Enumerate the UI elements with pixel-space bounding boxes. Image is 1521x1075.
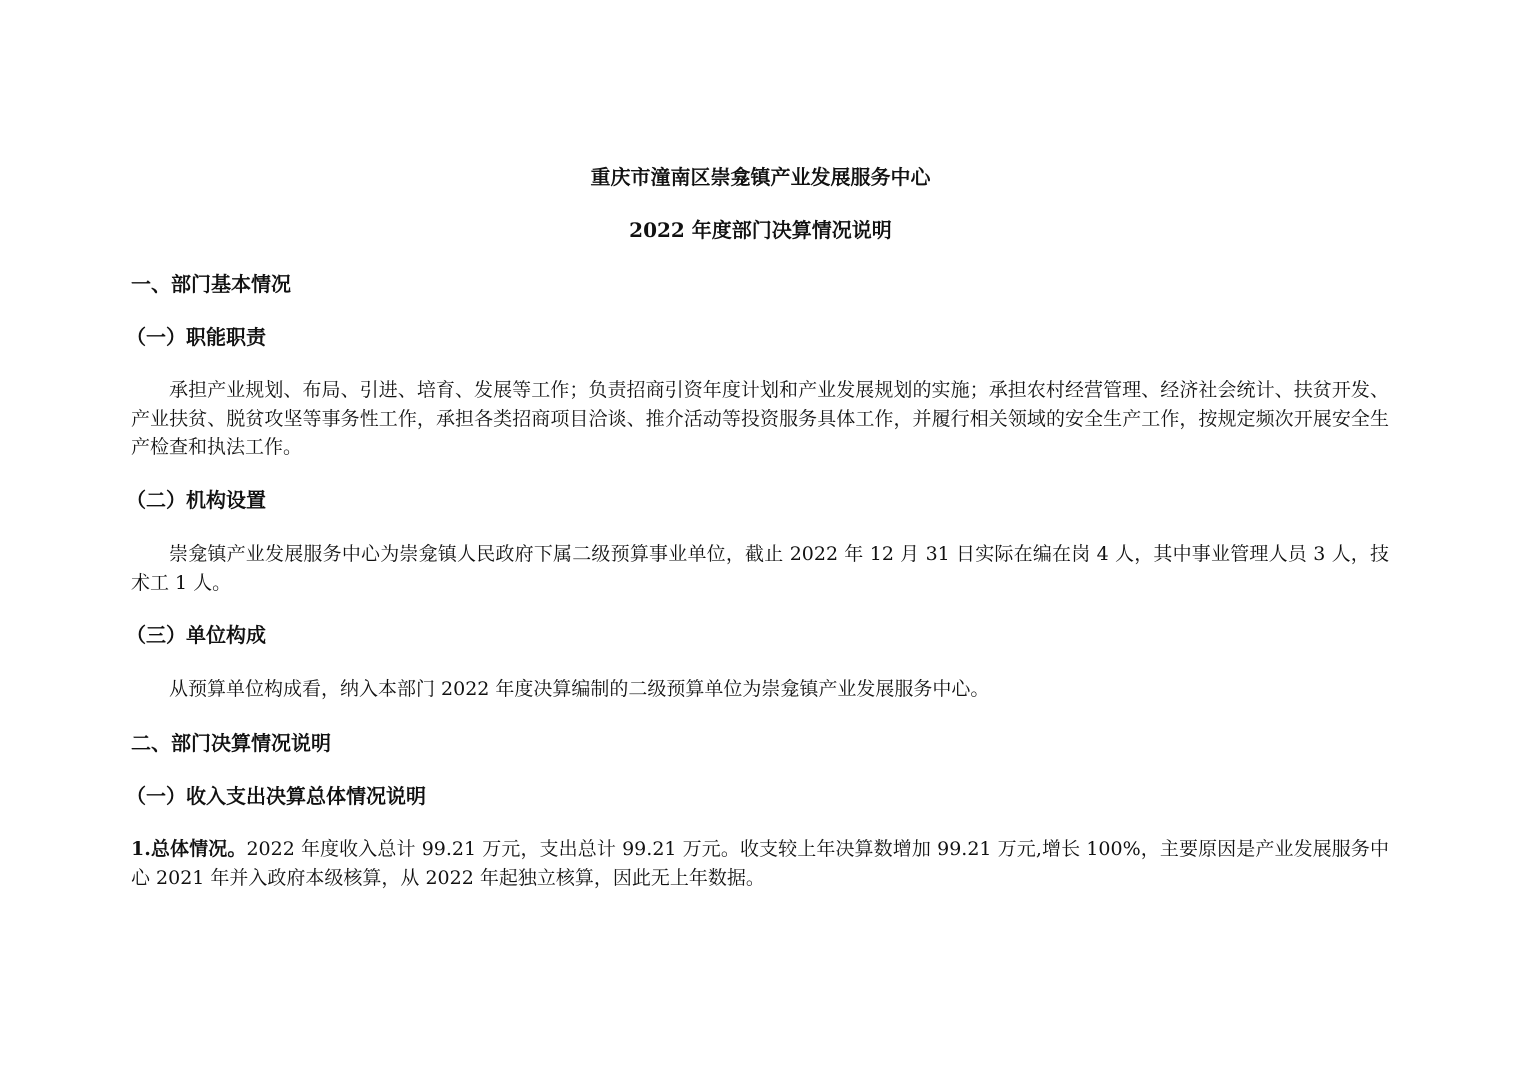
subsection-heading-units: （三）单位构成: [126, 623, 266, 647]
paragraph-units: 从预算单位构成看，纳入本部门 2022 年度决算编制的二级预算单位为崇龛镇产业发展服务中心。: [169, 678, 990, 700]
subsection-heading-organization: （二）机构设置: [126, 488, 266, 512]
section-heading-final-accounts: 二、部门决算情况说明: [131, 731, 331, 755]
document-title: 重庆市潼南区崇龛镇产业发展服务中心: [590, 165, 931, 189]
overall-situation-lead: 1.总体情况。: [131, 838, 247, 860]
subsection-heading-revenue-expenditure: （一）收入支出决算总体情况说明: [126, 784, 426, 808]
section-heading-basic-info: 一、部门基本情况: [131, 272, 291, 296]
paragraph-functions: 承担产业规划、布局、引进、培育、发展等工作；负责招商引资年度计划和产业发展规划的实施；承担农村经营管理、经济社会统计、扶贫开发、产业扶贫、脱贫攻坚等事务性工作，承担各类招商项目洽谈、推介活动等投资服务具体工作，并履行相关领域的安全生产工作，按规定频次开展安全生产检查和执法工作。: [131, 379, 1389, 458]
overall-situation-text: 2022 年度收入总计 99.21 万元，支出总计 99.21 万元。收支较上年决算数增加 99.21 万元,增长 100%，主要原因是产业发展服务中心 2021 年并入政府本级核算，从 2022 年起独立核算，因此无上年数据。: [131, 838, 1389, 889]
subsection-heading-functions: （一）职能职责: [126, 325, 266, 349]
paragraph-organization: 崇龛镇产业发展服务中心为崇龛镇人民政府下属二级预算事业单位，截止 2022 年 12 月 31 日实际在编在岗 4 人，其中事业管理人员 3 人，技术工 1 人。: [131, 543, 1389, 594]
document-subtitle: 2022 年度部门决算情况说明: [629, 218, 892, 242]
paragraph-overall-situation: [131, 835, 1389, 892]
